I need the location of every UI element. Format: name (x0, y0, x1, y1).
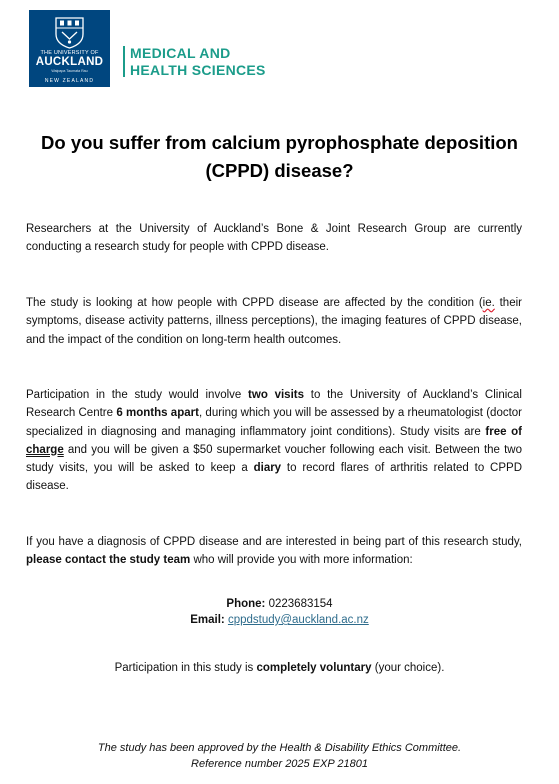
phone-line (0, 596, 559, 613)
participation-paragraph (26, 386, 522, 496)
footer-line-2: Reference number 2025 EXP 21801 (191, 758, 368, 770)
p4-a: If you have a diagnosis of CPPD disease and are interested in being part of this research study, (26, 536, 522, 548)
p3-two-visits: two visits (248, 389, 305, 401)
p3-charge: charge (26, 443, 64, 456)
university-logo (29, 10, 110, 87)
p2-ie: ie. (482, 297, 495, 309)
p5-c: (your choice). (371, 662, 445, 674)
p2-text-b: their symptoms, disease activity patterns, illness perceptions), the imaging features of CPPD disease, and the impact of the condition on long-term health outcomes. (26, 297, 522, 346)
title-line-2: (CPPD) disease? (205, 160, 354, 181)
p3-e: , during which you will be assessed by a rheumatologist (doctor specialized in diagnosing and managing inflammatory joint conditions). Study visits are (26, 407, 523, 438)
logo-line-new-zealand: NEW ZEALAND (44, 78, 95, 84)
p4-contact-team: please contact the study team (26, 554, 191, 567)
logo-line-university-of: THE UNIVERSITY OF (40, 50, 99, 56)
phone-label: Phone: (226, 598, 266, 610)
faculty-divider (123, 46, 125, 77)
voluntary-line (0, 660, 559, 677)
faculty-line-1: MEDICAL AND (130, 45, 231, 61)
p3-free-of: free of (485, 425, 522, 438)
intro-paragraph: Researchers at the University of Auckland’s Bone & Joint Research Group are currently conducting a research study for people with CPPD disease. (26, 223, 522, 254)
faculty-line-2: HEALTH SCIENCES (130, 61, 266, 78)
study-purpose-paragraph (26, 294, 522, 349)
p3-six-months: 6 months apart (116, 407, 199, 420)
email-link[interactable]: cppdstudy@auckland.ac.nz (227, 614, 369, 626)
crest-icon (54, 17, 85, 49)
p3-i: to record flares of arthritis related to CPPD disease. (26, 462, 523, 493)
p2-text-a: The study is looking at how people with CPPD disease are affected by the condition ( (26, 297, 483, 309)
p3-diary: diary (253, 462, 282, 475)
email-label: Email: (190, 614, 225, 626)
p5-voluntary: completely voluntary (256, 662, 372, 674)
p3-a: Participation in the study would involve (26, 389, 249, 401)
page-title (20, 129, 539, 185)
title-line-1: Do you suffer from calcium pyrophosphate deposition (41, 132, 518, 153)
phone-number: 0223683154 (265, 598, 333, 610)
logo-line-maori-name: Waipapa Taumata Rau (51, 69, 88, 73)
contact-paragraph (26, 533, 522, 570)
logo-line-auckland: AUCKLAND (35, 56, 104, 68)
p3-c: to the University of Auckland’s Clinical Research Centre (26, 389, 522, 420)
email-line (0, 612, 559, 629)
p5-a: Participation in this study is (114, 662, 257, 674)
ethics-footer (0, 740, 559, 772)
p3-g: and you will be given a $50 supermarket voucher following each visit. Between the two study visits, you will be asked to keep a (26, 443, 522, 475)
faculty-name (130, 45, 266, 78)
p4-c: who will provide you with more information: (190, 554, 413, 567)
footer-line-1: The study has been approved by the Health & Disability Ethics Committee. (97, 742, 462, 754)
